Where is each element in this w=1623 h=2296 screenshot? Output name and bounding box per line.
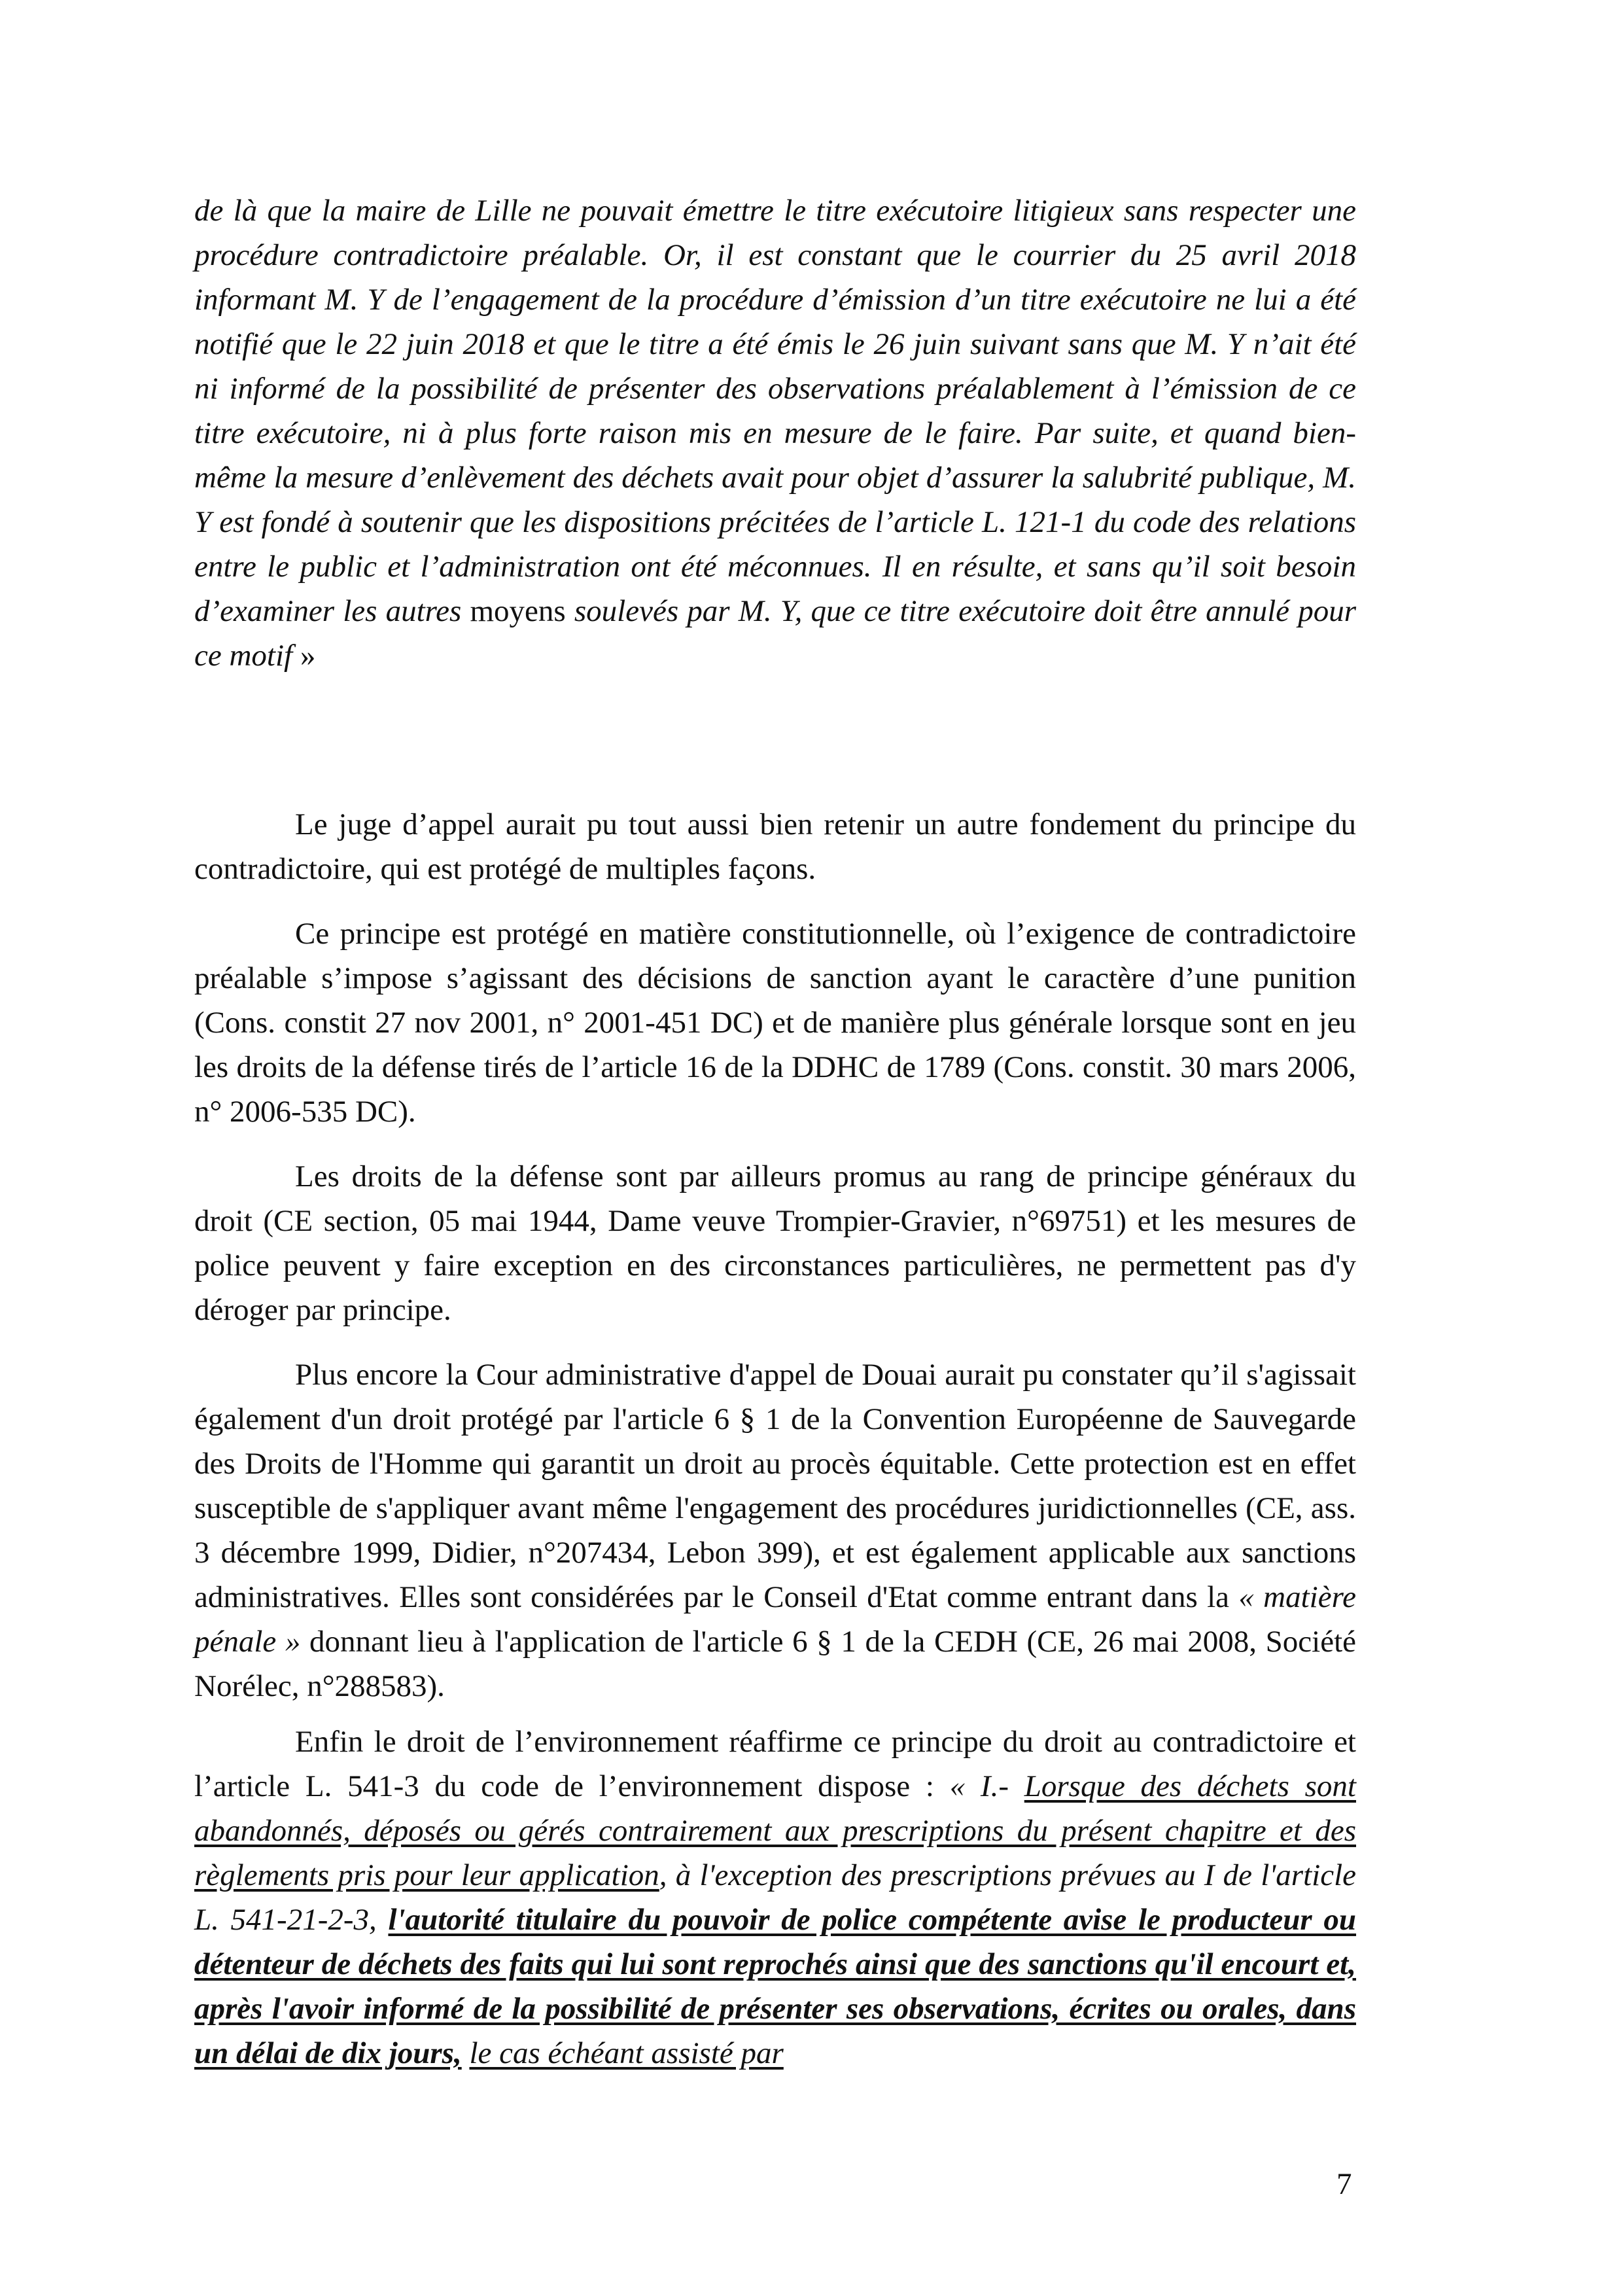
quote-closing-mark: »: [292, 639, 316, 673]
cedh-text: Plus encore la Cour administrative d'appel de Douai aurait pu constater qu’il s'agissait également d'un droit protégé par l'article 6 § 1 de la Convention Européenne de Sauvegarde des Droits de l'Homme qui garantit un droit au procès équitable. Cette protection est en effet susceptible de s'appliquer avant même l'engagement des procédures juridictionnelles (CE, ass. 3 décembre 1999, Didier, n°207434, Lebon 399), et est également applicable aux sanctions administratives. Elles sont considérées par le Conseil d'Etat comme entrant dans la: [194, 1358, 1356, 1614]
env-quote-open: « I.-: [949, 1769, 1024, 1803]
quote-text: de là que la maire de Lille ne pouvait émettre le titre exécutoire litigieux sans respecter une procédure contradictoire préalable. Or, il est constant que le courrier du 25 avril 2018 informant M. Y de l’engagement de la procédure d’émission d’un titre exécutoire ne lui a été notifié que le 22 juin 2018 et que le titre a été émis le 26 juin suivant sans que M. Y n’ait été ni informé de la possibilité de présenter des observations préalablement à l’émission de ce titre exécutoire, ni à plus forte raison mis en mesure de le faire. Par suite, et quand bien-même la mesure d’enlèvement des déchets avait pour objet d’assurer la salubrité publique, M. Y est fondé à soutenir que les dispositions précitées de l’article L. 121-1 du code des relations entre le public et l’administration ont été méconnues. Il en résulte, et sans qu’il soit besoin d’examiner les autres: [194, 194, 1356, 628]
cedh-italic-term: « matière pénale »: [194, 1580, 1357, 1659]
quote-paragraph: [194, 188, 1356, 678]
paragraph-appeal-judge: Le juge d’appel aurait pu tout aussi bien retenir un autre fondement du principe du contradictoire, qui est protégé de multiples façons.: [194, 807, 1356, 886]
env-intro: Enfin le droit de l’environnement réaffirme ce principe du droit au contradictoire et l’article L. 541-3 du code de l’environnement dispose :: [194, 1725, 1356, 1803]
body-section: [194, 802, 1356, 1708]
paragraph-defence-rights: Les droits de la défense sont par ailleurs promus au rang de principe généraux du droit (CE section, 05 mai 1944, Dame veuve Trompier-Gravier, n°69751) et les mesures de police peuvent y faire exception en des circonstances particulières, ne permettent pas d'y déroger par principe.: [194, 1159, 1356, 1327]
quote-word-upright: moyens: [461, 594, 566, 628]
environment-section: [194, 1720, 1356, 2075]
quote-text-end: soulevés par M. Y, que ce titre exécutoire doit être annulé pour ce motif: [194, 594, 1356, 673]
quoted-judgment-excerpt: [194, 188, 1356, 678]
paragraph-cedh: [194, 1352, 1356, 1708]
cedh-text-end: donnant lieu à l'application de l'article 6 § 1 de la CEDH (CE, 26 mai 2008, Société Norélec, n°288583).: [194, 1625, 1357, 1703]
env-underlined-text-2: le cas échéant assisté par: [469, 2036, 784, 2070]
env-space: [462, 2036, 470, 2070]
page-number: 7: [1336, 2167, 1352, 2201]
paragraph-constitutional: Ce principe est protégé en matière constitutionnelle, où l’exigence de contradictoire préalable s’impose s’agissant des décisions de sanction ayant le caractère d’une punition (Cons. constit 27 nov 2001, n° 2001-451 DC) et de manière plus générale lorsque sont en jeu les droits de la défense tirés de l’article 16 de la DDHC de 1789 (Cons. constit. 30 mars 2006, n° 2006-535 DC).: [194, 917, 1356, 1129]
env-underlined-text-1: Lorsque des déchets sont abandonnés, déposés ou gérés contrairement aux prescriptions du présent chapitre et des règlements pris pour leur application: [194, 1769, 1356, 1892]
env-bold-underlined-text: l'autorité titulaire du pouvoir de police compétente avise le producteur ou détenteur de déchets des faits qui lui sont reprochés ainsi que des sanctions qu'il encourt et, après l'avoir informé de la possibilité de présenter ses observations, écrites ou orales, dans un délai de dix jours,: [194, 1903, 1357, 2070]
paragraph-environment-code: [194, 1720, 1356, 2075]
env-plain-text: , à l'exception des prescriptions prévues au I de l'article L. 541-21-2-3,: [194, 1858, 1356, 1937]
